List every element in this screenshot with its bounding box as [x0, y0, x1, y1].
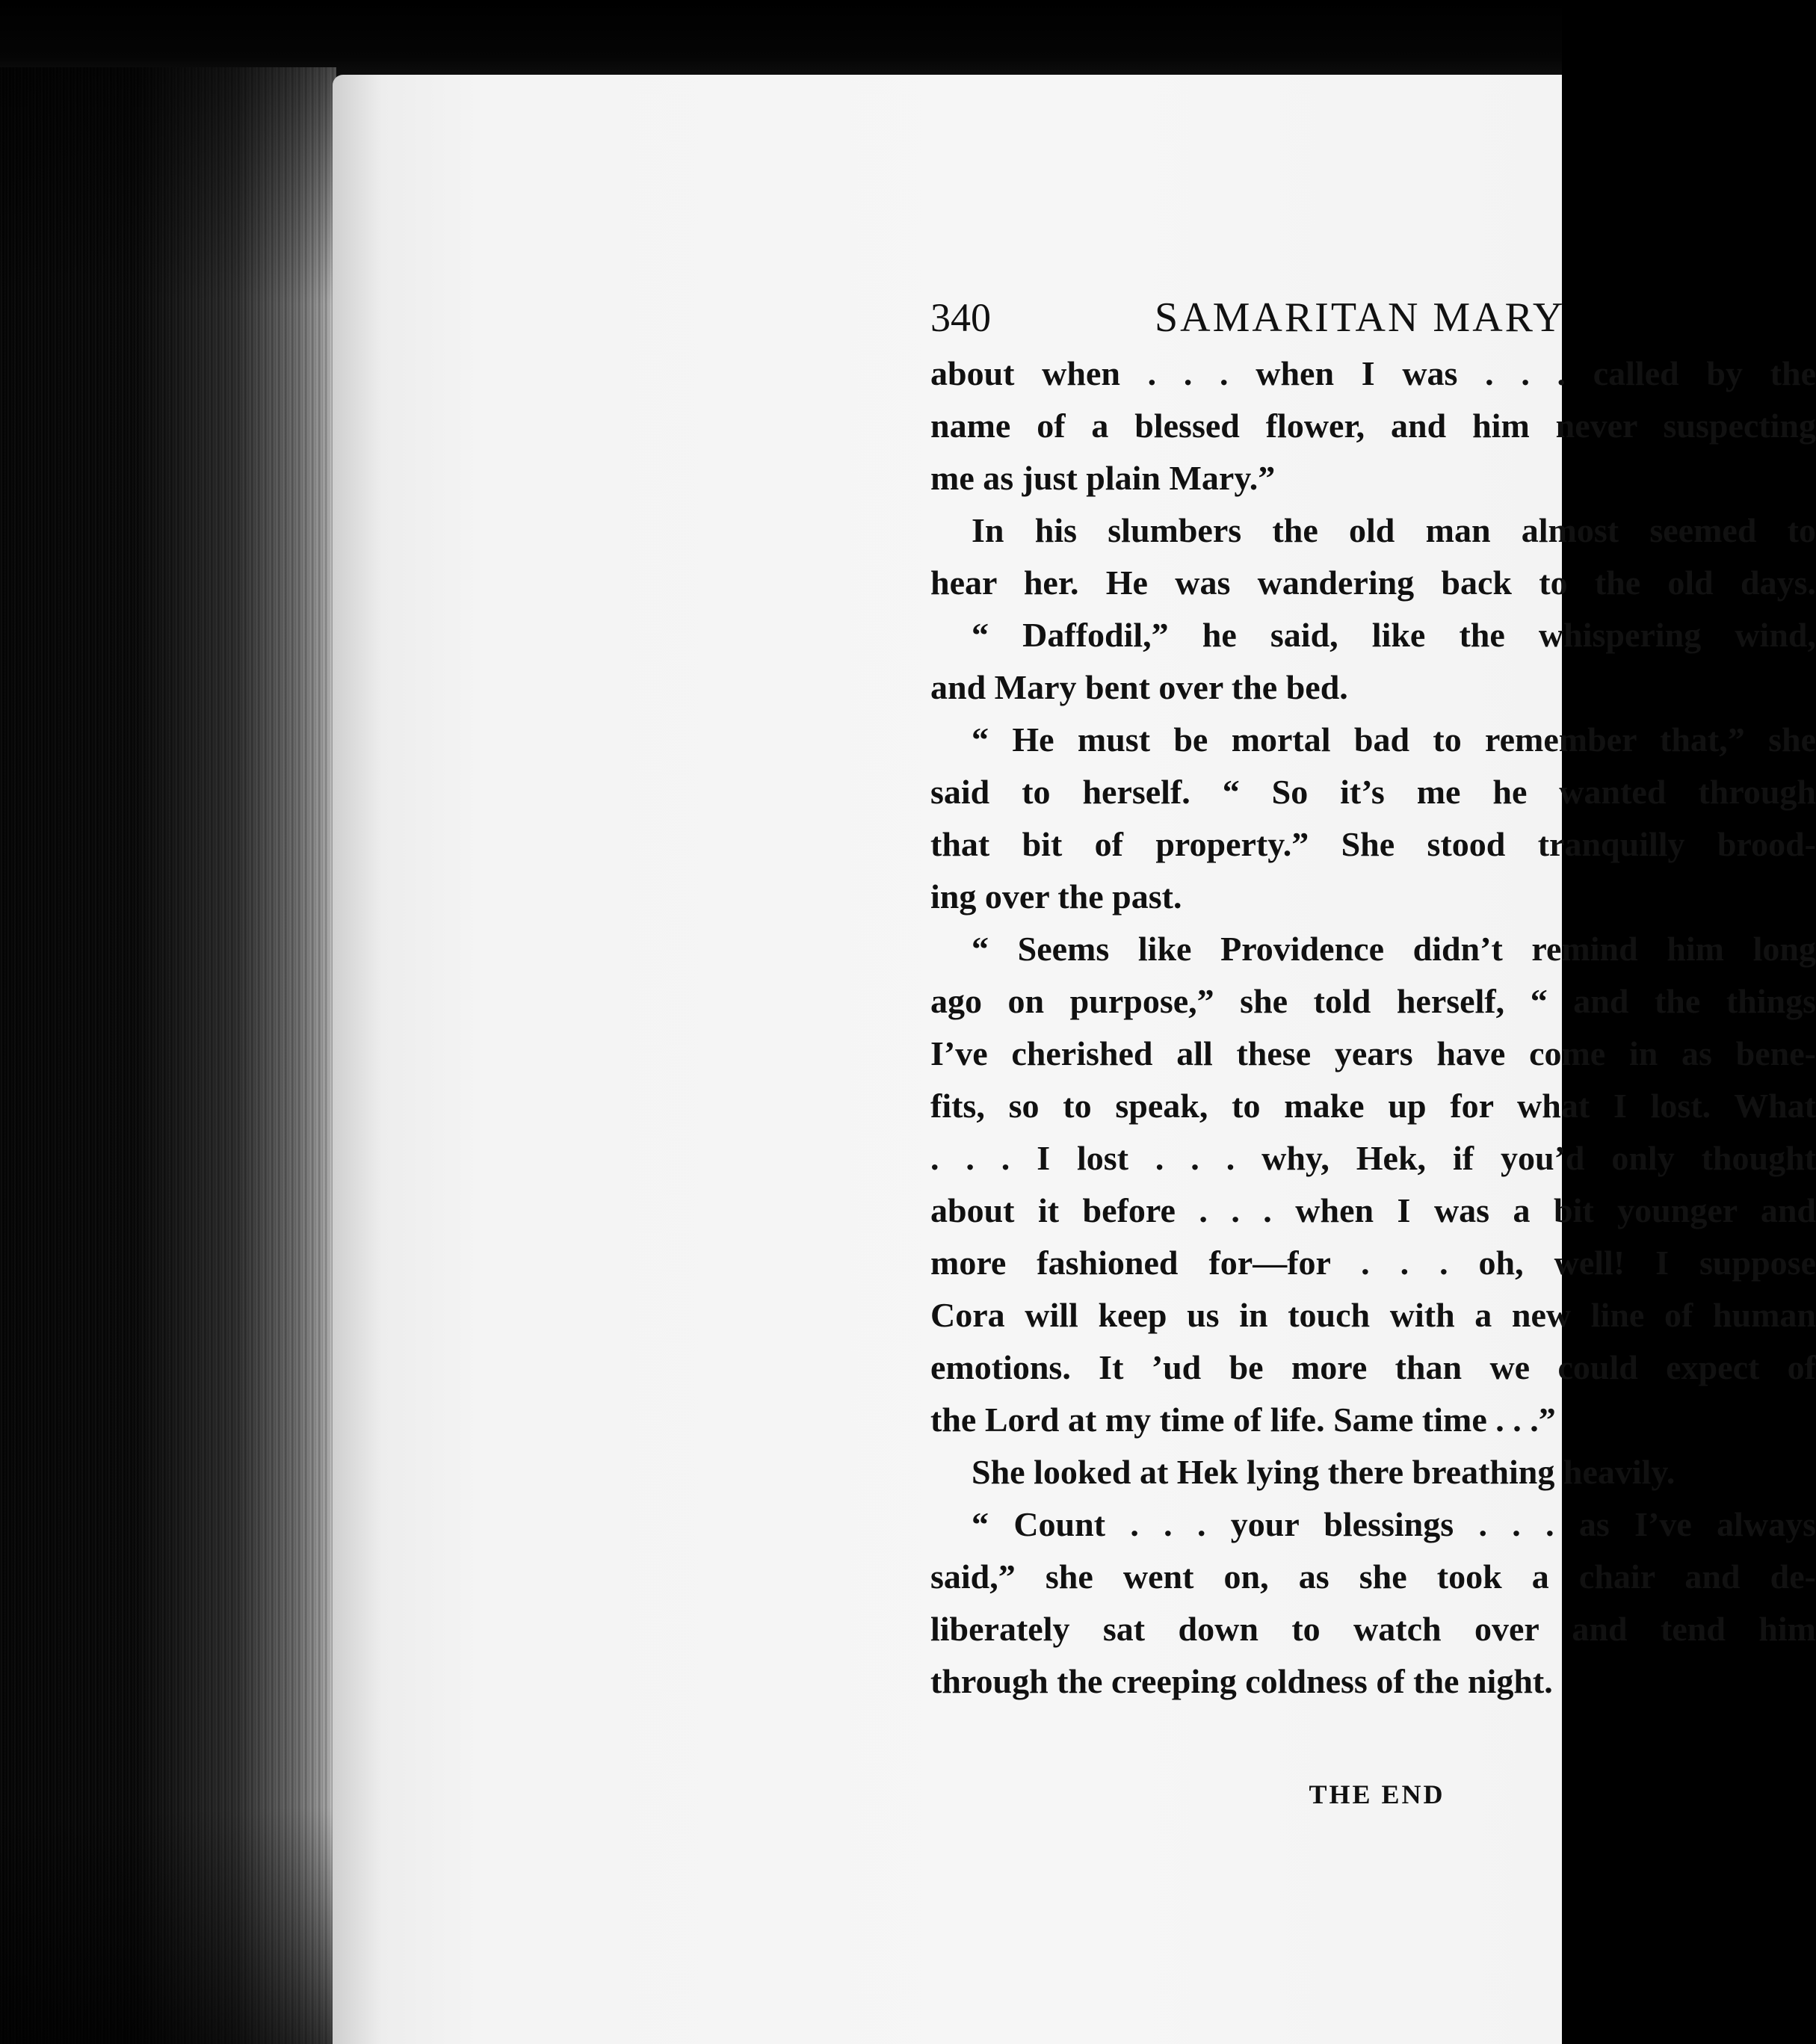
running-title: SAMARITAN MARY	[1155, 294, 1566, 341]
text-line: ago on purpose,” she told herself, “ and the things	[930, 982, 1816, 1020]
text-line: liberately sat down to watch over and tend him	[930, 1610, 1816, 1648]
body-text	[930, 348, 1816, 1708]
text-line: fits, so to speak, to make up for what I lost. What	[930, 1087, 1816, 1125]
text-line: that bit of property.” She stood tranquilly brood-	[930, 825, 1816, 863]
text-line: In his slumbers the old man almost seemed to	[972, 511, 1816, 549]
page-content	[930, 288, 1816, 1810]
running-head	[930, 288, 1816, 348]
text-line: about when . . . when I was . . . called by the	[930, 354, 1816, 392]
text-line: Cora will keep us in touch with a new line of human	[930, 1296, 1816, 1334]
text-line: name of a blessed flower, and him never suspecting	[930, 407, 1816, 445]
text-line: emotions. It ’ud be more than we could expect of	[930, 1348, 1816, 1386]
text-line: “ He must be mortal bad to remember that,” she	[972, 720, 1816, 759]
text-line: “ Count . . . your blessings . . . as I’ve always	[972, 1505, 1816, 1543]
text-line: I’ve cherished all these years have come in as bene-	[930, 1034, 1816, 1072]
text-line: the Lord at my time of life. Same time . . .”	[930, 1401, 1556, 1439]
text-line: more fashioned for—for . . . oh, well! I suppose	[930, 1244, 1816, 1282]
book-page	[333, 75, 1816, 2044]
text-line: ing over the past.	[930, 877, 1182, 916]
text-line: said to herself. “ So it’s me he wanted through	[930, 773, 1816, 811]
text-line: “ Daffodil,” he said, like the whispering wind,	[972, 616, 1816, 654]
text-line: She looked at Hek lying there breathing heavily.	[972, 1453, 1676, 1491]
end-marker: THE END	[1309, 1779, 1445, 1809]
page-block-edges	[0, 67, 336, 2044]
text-line: hear her. He was wandering back to the old days.	[930, 564, 1816, 602]
text-line: me as just plain Mary.”	[930, 459, 1276, 497]
text-line: “ Seems like Providence didn’t remind him long	[972, 930, 1816, 968]
text-line: said,” she went on, as she took a chair and de-	[930, 1557, 1816, 1596]
text-line: about it before . . . when I was a bit younger and	[930, 1191, 1816, 1229]
text-line: through the creeping coldness of the night.	[930, 1662, 1553, 1700]
text-line: . . . I lost . . . why, Hek, if you’d only thought	[930, 1139, 1816, 1177]
text-line: and Mary bent over the bed.	[930, 668, 1348, 706]
page-number: 340	[930, 295, 991, 340]
